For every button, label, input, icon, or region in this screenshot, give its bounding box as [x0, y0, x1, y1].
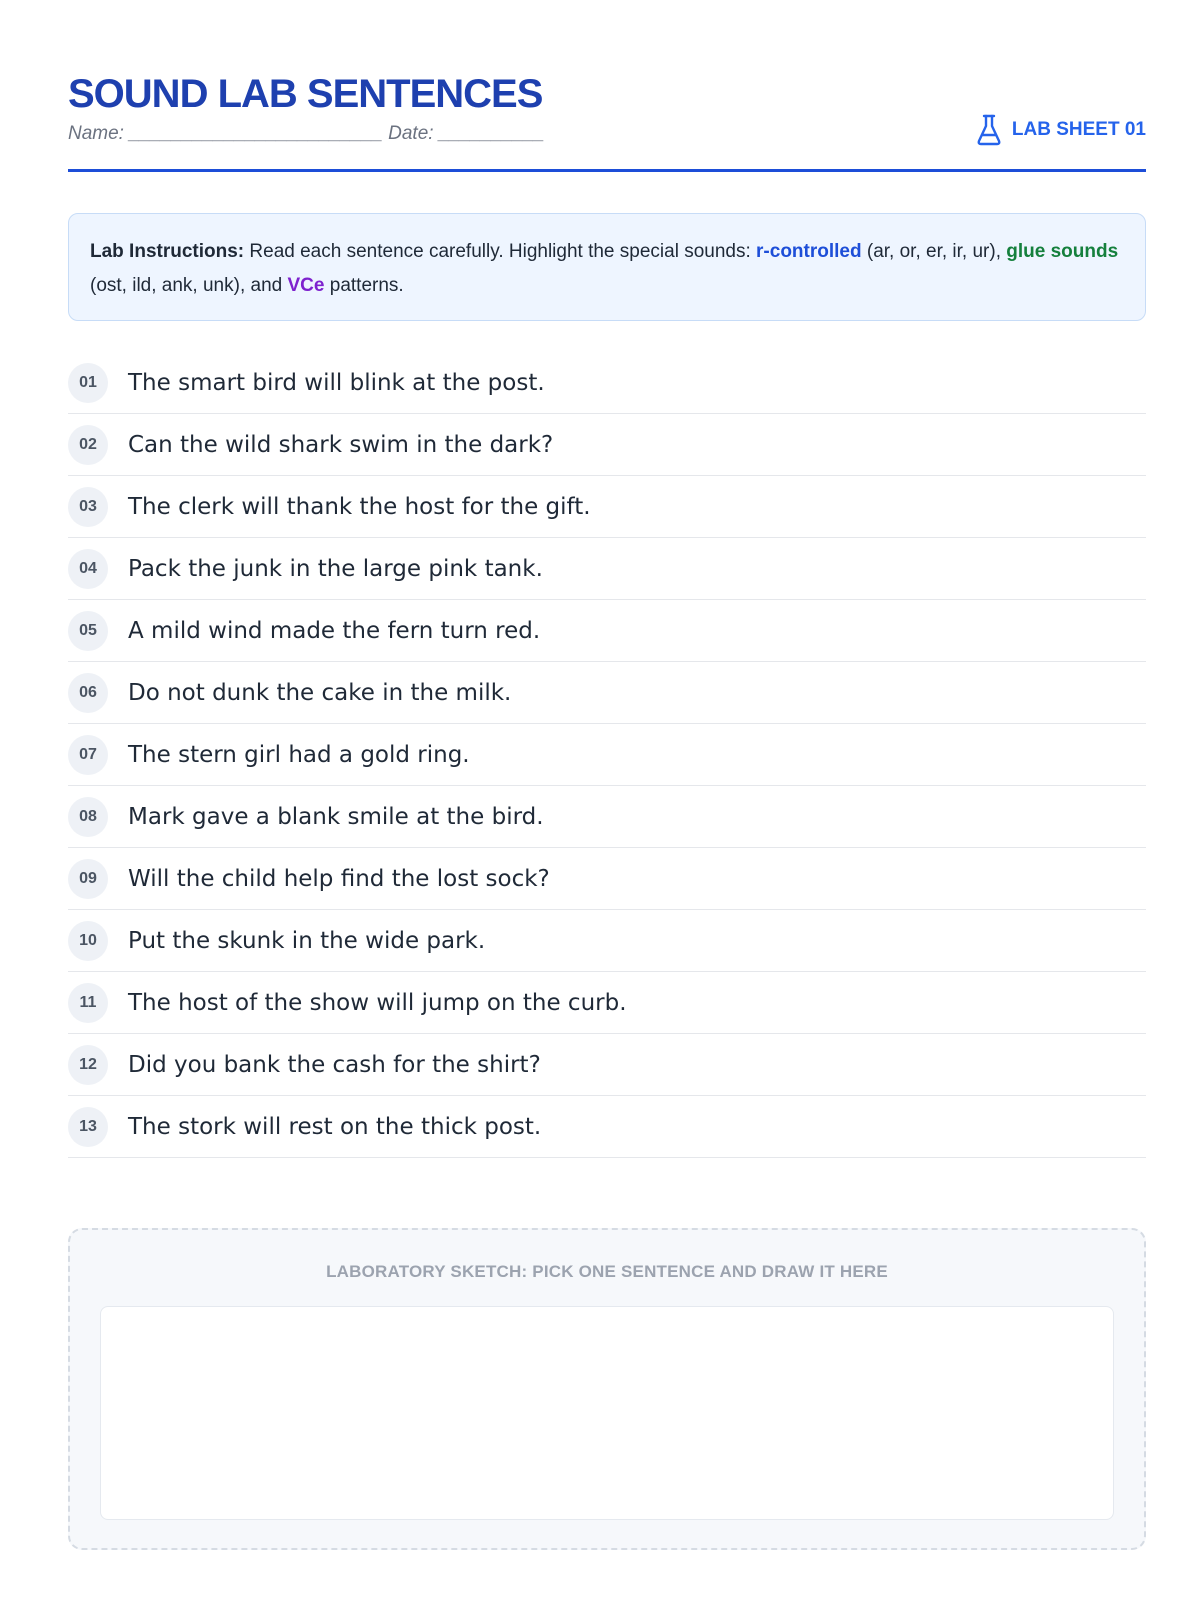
sentence-text: Mark gave a blank smile at the bird.: [128, 803, 544, 830]
sentence-number: 03: [68, 487, 108, 527]
sentence-number: 02: [68, 425, 108, 465]
sentence-row[interactable]: [68, 1096, 1146, 1158]
sentence-number: 05: [68, 611, 108, 651]
glue-sounds-label: glue sounds: [1006, 241, 1119, 262]
sentence-number: 10: [68, 921, 108, 961]
sketch-drawing-area[interactable]: [100, 1306, 1114, 1520]
sketch-panel: [68, 1228, 1146, 1550]
sentence-text: Can the wild shark swim in the dark?: [128, 431, 554, 458]
lab-sheet-tag: [976, 114, 1146, 146]
worksheet-header: [68, 0, 1146, 172]
sentence-row[interactable]: [68, 724, 1146, 786]
sentence-text: The clerk will thank the host for the gift.: [128, 493, 591, 520]
sentence-row[interactable]: [68, 352, 1146, 414]
instructions-text: patterns.: [324, 275, 404, 296]
sentence-row[interactable]: [68, 848, 1146, 910]
sentence-number: 04: [68, 549, 108, 589]
sentence-text: The smart bird will blink at the post.: [128, 369, 545, 396]
sentence-list: [68, 352, 1146, 1158]
lab-sheet-label: LAB SHEET 01: [1011, 119, 1146, 140]
sentence-text: A mild wind made the fern turn red.: [128, 617, 541, 644]
sentence-number: 11: [68, 983, 108, 1023]
sentence-row[interactable]: [68, 1034, 1146, 1096]
sentence-row[interactable]: [68, 476, 1146, 538]
sentence-row[interactable]: [68, 910, 1146, 972]
sentence-row[interactable]: [68, 600, 1146, 662]
sentence-text: The stork will rest on the thick post.: [128, 1113, 542, 1140]
instructions-text: (ar, or, er, ir, ur),: [861, 241, 1007, 262]
sentence-text: Do not dunk the cake in the milk.: [128, 679, 512, 706]
sketch-label: LABORATORY SKETCH: PICK ONE SENTENCE AND DRAW IT HERE: [326, 1262, 888, 1281]
sentence-row[interactable]: [68, 538, 1146, 600]
sentence-row[interactable]: [68, 662, 1146, 724]
sentence-number: 07: [68, 735, 108, 775]
worksheet-page: [68, 0, 1146, 1281]
lab-instructions: [68, 213, 1146, 321]
sentence-text: The host of the show will jump on the curb.: [128, 989, 627, 1016]
name-date-line: Name: ________________________ Date: __________: [68, 123, 545, 144]
vce-label: VCe: [287, 275, 325, 296]
sentence-text: Put the skunk in the wide park.: [128, 927, 486, 954]
instructions-text: Read each sentence carefully. Highlight the special sounds:: [244, 241, 757, 262]
sentence-row[interactable]: [68, 972, 1146, 1034]
sentence-number: 12: [68, 1045, 108, 1085]
sentence-row[interactable]: [68, 786, 1146, 848]
sentence-text: Will the child help find the lost sock?: [128, 865, 550, 892]
sentence-number: 09: [68, 859, 108, 899]
instructions-lead: Lab Instructions:: [90, 241, 245, 262]
r-controlled-label: r-controlled: [756, 241, 862, 262]
sentence-text: The stern girl had a gold ring.: [128, 741, 470, 768]
instructions-text: (ost, ild, ank, unk), and: [90, 275, 288, 296]
page-title: SOUND LAB SENTENCES: [68, 72, 543, 116]
sentence-text: Did you bank the cash for the shirt?: [128, 1051, 541, 1078]
sentence-number: 13: [68, 1107, 108, 1147]
sentence-number: 08: [68, 797, 108, 837]
sentence-number: 06: [68, 673, 108, 713]
sentence-row[interactable]: [68, 414, 1146, 476]
flask-icon: [976, 114, 1002, 146]
sentence-text: Pack the junk in the large pink tank.: [128, 555, 543, 582]
sentence-number: 01: [68, 363, 108, 403]
